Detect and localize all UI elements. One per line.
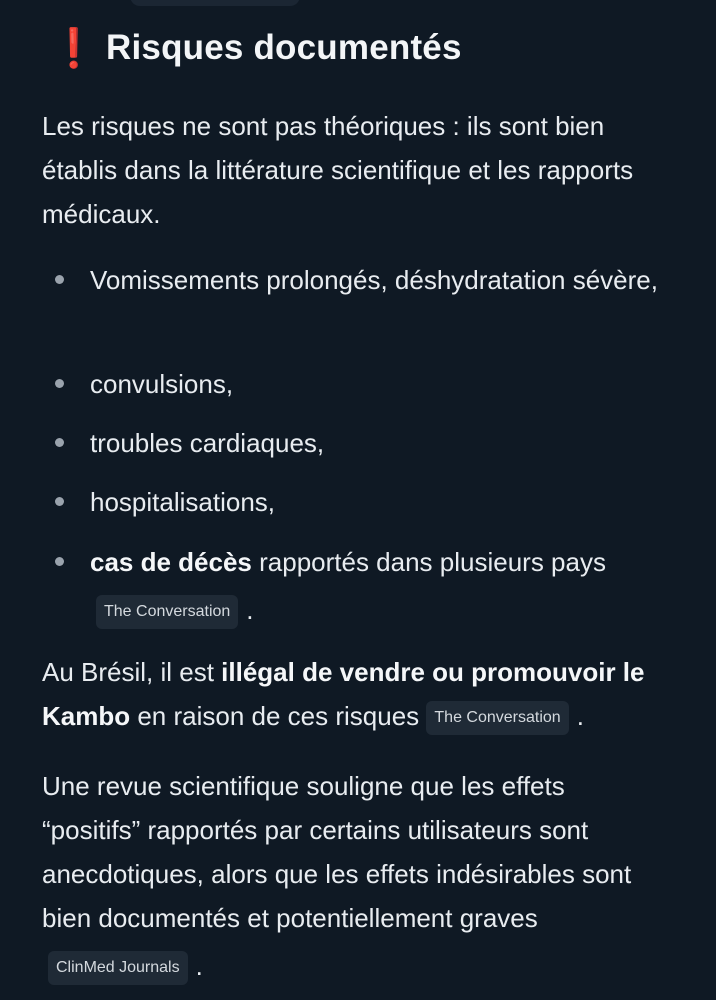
list-item [90, 362, 680, 406]
review-paragraph [42, 764, 662, 988]
brazil-text-pre: Au Brésil, il est [42, 657, 222, 687]
sentence-period: . [576, 701, 584, 731]
list-item [90, 480, 680, 524]
source-chip-the-conversation[interactable]: The Conversation [96, 595, 238, 629]
list-item-text: Vomissements prolongés, déshydratation sévère, [90, 265, 658, 295]
list-item [90, 258, 680, 302]
list-item-text: convulsions, [90, 369, 234, 399]
brazil-text-post: en raison de ces risques [130, 701, 427, 731]
brazil-bold-text: illégal de vendre ou promouvoir le Kambo [42, 657, 645, 731]
exclamation-icon: ❗ [50, 26, 98, 70]
bullet-dot [55, 275, 64, 284]
brazil-paragraph [42, 650, 662, 738]
section-heading [50, 24, 462, 72]
bullet-dot [55, 557, 64, 566]
list-item [90, 540, 680, 632]
list-item-text: troubles cardiaques, [90, 428, 325, 458]
list-item [90, 421, 680, 465]
section-title: Risques documentés [106, 28, 462, 67]
sentence-period: . [246, 595, 254, 625]
deaths-text: rapportés dans plusieurs pays [251, 547, 606, 577]
sentence-period: . [195, 951, 203, 981]
bullet-dot [55, 497, 64, 506]
intro-paragraph: Les risques ne sont pas théoriques : ils sont bien établis dans la littérature scientifique et les rapports médicaux. [42, 111, 634, 229]
bullet-dot [55, 438, 64, 447]
source-chip-the-conversation[interactable]: The Conversation [426, 701, 568, 735]
bullet-dot [55, 379, 64, 388]
source-chip-clinmed-journals[interactable]: ClinMed Journals [48, 951, 188, 985]
review-text: Une revue scientifique souligne que les effets “positifs” rapportés par certains utilisateurs sont anecdotiques, alors que les effets indésirables sont bien documentés et potentiellement graves [42, 771, 632, 933]
previous-element-edge [130, 0, 300, 6]
deaths-bold-text: cas de décès [90, 547, 252, 577]
list-item-text: hospitalisations, [90, 487, 275, 517]
